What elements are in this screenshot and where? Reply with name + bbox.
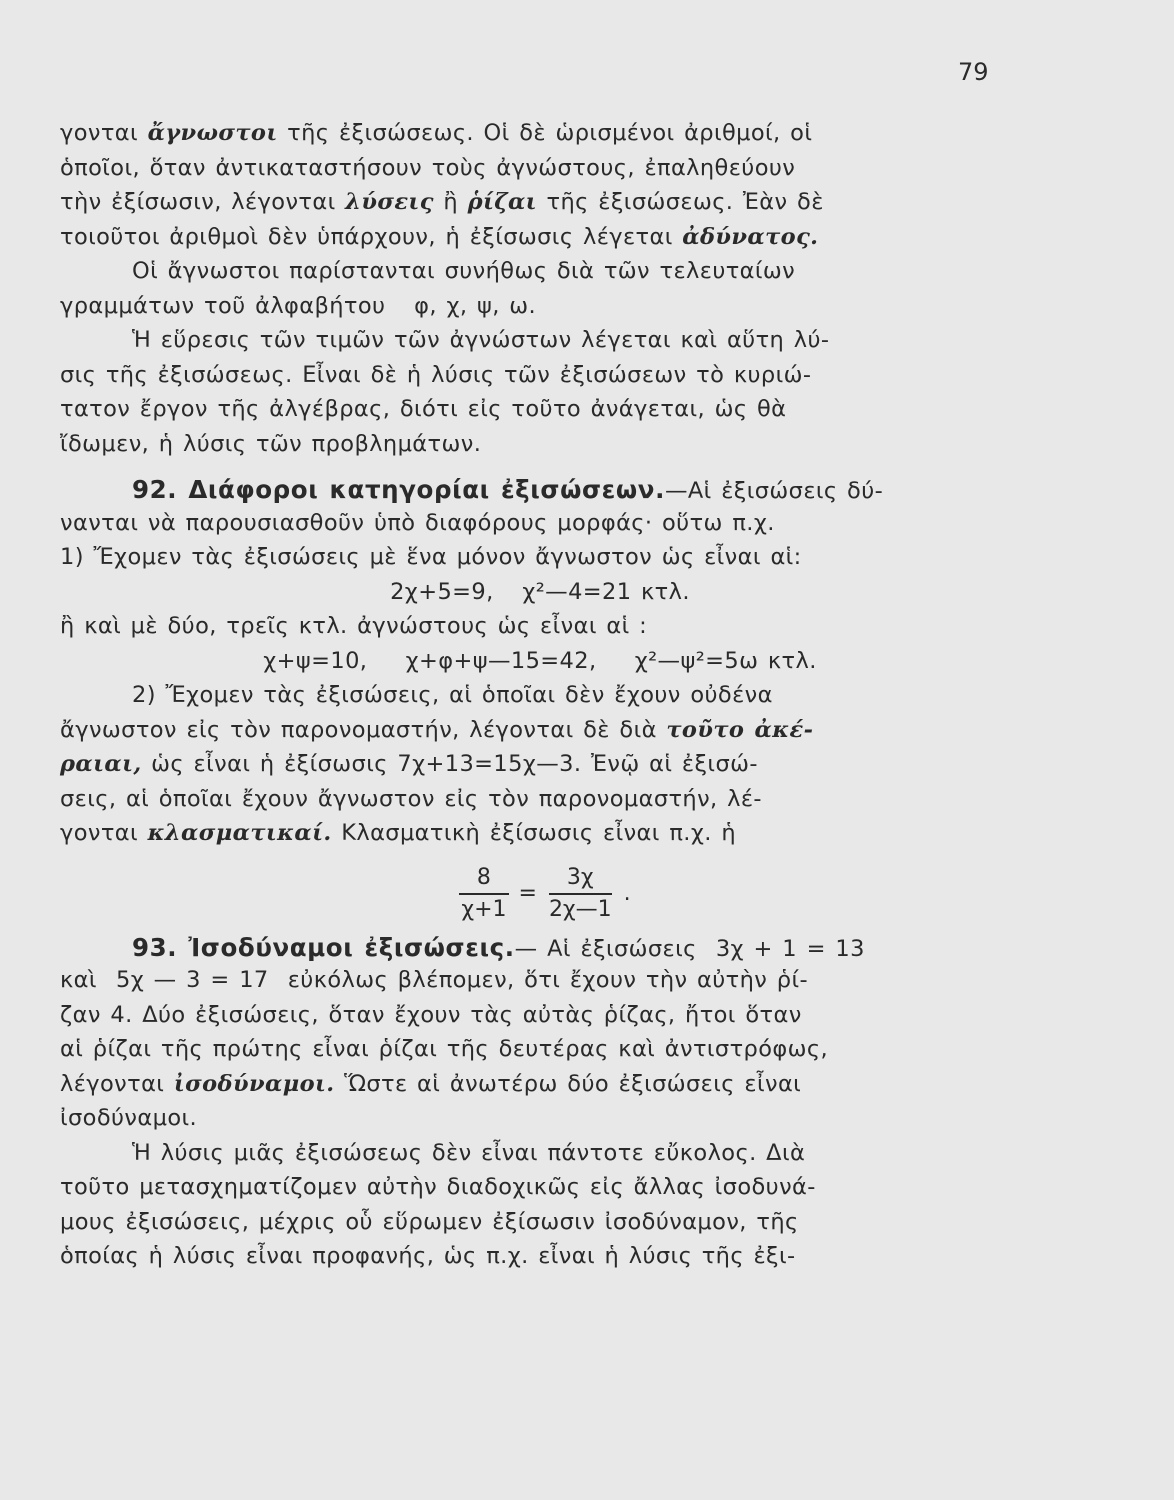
text-line: γονται ἄγνωστοι τῆς ἐξισώσεως. Οἱ δὲ ὡρισμένοι ἀριθμοί, οἱ — [60, 120, 813, 146]
text-line: ἰσοδύναμοι. — [60, 1105, 198, 1131]
text-line: ἄγνωστον εἰς τὸν παρονομαστήν, λέγονται δὲ διὰ τοῦτο ἀκέ- — [60, 716, 814, 743]
section-92-heading-line: 92. Διάφοροι κατηγορίαι ἐξισώσεων.—Αἱ ἐξισώσεις δύ- — [132, 475, 884, 504]
text-line: ραιαι, ὡς εἶναι ἡ ἐξίσωσις 7χ+13=15χ—3. Ἐνῷ αἱ ἐξισώ- — [60, 751, 758, 777]
text-line: λέγονται ἰσοδύναμοι. Ὥστε αἱ ἀνωτέρω δύο ἐξισώσεις εἶναι — [60, 1070, 802, 1097]
text-line: ἢ καὶ μὲ δύο, τρεῖς κτλ. ἀγνώστους ὡς εἶναι αἱ : — [60, 613, 648, 639]
fraction-left: $\frac{8}{\chi+1}$ — [455, 863, 512, 925]
term-klasmatikai: κλασματικαί. — [147, 820, 332, 846]
text-line: Ἡ εὕρεσις τῶν τιμῶν τῶν ἀγνώστων λέγεται καὶ αὕτη λύ- — [132, 327, 830, 353]
text-line: Οἱ ἄγνωστοι παρίστανται συνήθως διὰ τῶν τελευταίων — [132, 258, 796, 284]
text-line: μους ἐξισώσεις, μέχρις οὗ εὕρωμεν ἐξίσωσιν ἰσοδύναμον, τῆς — [60, 1208, 799, 1235]
section-heading: 92. Διάφοροι κατηγορίαι ἐξισώσεων. — [132, 475, 665, 504]
text-line: σεις, αἱ ὁποῖαι ἔχουν ἄγνωστον εἰς τὸν παρονομαστήν, λέ- — [60, 785, 762, 812]
text-line: γονται κλασματικαί. Κλασματικὴ ἐξίσωσις εἶναι π.χ. ἡ — [60, 820, 737, 846]
term-isodynamoi: ἰσοδύναμοι. — [173, 1070, 335, 1097]
text-line: 2) Ἔχομεν τὰς ἐξισώσεις, αἱ ὁποῖαι δὲν ἔχουν οὐδένα — [132, 682, 773, 708]
text-line: ὁποῖοι, ὅταν ἀντικαταστήσουν τοὺς ἀγνώστους, ἐπαληθεύουν — [60, 154, 796, 181]
term-adynatos: ἀδύνατος. — [682, 223, 819, 250]
term-agnostoi: ἄγνωστοι — [147, 120, 278, 146]
section-93-heading-line: 93. Ἰσοδύναμοι ἐξισώσεις.— Αἱ ἐξισώσεις 3χ + 1 = 13 — [132, 932, 865, 962]
text-line: τοῦτο μετασχηματίζομεν αὐτὴν διαδοχικῶς εἰς ἄλλας ἰσοδυνά- — [60, 1174, 816, 1200]
fraction-equation: $\frac{8}{\chi+1}$ = $\frac{3\chi}{2\chi—1}$ . — [60, 855, 1020, 933]
section-heading: 93. Ἰσοδύναμοι ἐξισώσεις. — [132, 932, 515, 962]
page-content — [60, 120, 1020, 1278]
fraction-right: $\frac{3\chi}{2\chi—1}$ — [548, 864, 612, 922]
page-number: 79 — [958, 58, 989, 86]
text-line: ἴδωμεν, ἡ λύσις τῶν προβλημάτων. — [60, 430, 482, 457]
text-line: τοιοῦτοι ἀριθμοὶ δὲν ὑπάρχουν, ἡ ἐξίσωσις λέγεται ἀδύνατος. — [60, 223, 819, 250]
text-line: 1) Ἔχομεν τὰς ἐξισώσεις μὲ ἕνα μόνον ἄγνωστον ὡς εἶναι αἱ: — [60, 544, 802, 570]
term-akeraiai: τοῦτο ἀκέ- — [666, 716, 814, 743]
text-line: τατον ἔργον τῆς ἀλγέβρας, διότι εἰς τοῦτο ἀνάγεται, ὡς θὰ — [60, 396, 787, 422]
text-line: Ἡ λύσις μιᾶς ἐξισώσεως δὲν εἶναι πάντοτε εὔκολος. Διὰ — [132, 1139, 806, 1166]
text-line: γραμμάτων τοῦ ἀλφαβήτου φ, χ, ψ, ω. — [60, 292, 537, 319]
term-lyseis: λύσεις — [345, 189, 434, 215]
text-line: ὁποίας ἡ λύσις εἶναι προφανής, ὡς π.χ. εἶναι ἡ λύσις τῆς ἐξι- — [60, 1243, 796, 1269]
equation-line: χ+ψ=10, χ+φ+ψ—15=42, χ²—ψ²=5ω κτλ. — [263, 647, 817, 674]
equation-line: 2χ+5=9, χ²—4=21 κτλ. — [390, 578, 690, 605]
text-line: ζαν 4. Δύο ἐξισώσεις, ὅταν ἔχουν τὰς αὐτὰς ῥίζας, ἤτοι ὅταν — [60, 1001, 802, 1028]
text-line: τὴν ἐξίσωσιν, λέγονται λύσεις ἢ ῥίζαι τῆς ἐξισώσεως. Ἐὰν δὲ — [60, 189, 824, 215]
text-line: αἱ ῥίζαι τῆς πρώτης εἶναι ῥίζαι τῆς δευτέρας καὶ ἀντιστρόφως, — [60, 1036, 829, 1062]
text-line: καὶ 5χ — 3 = 17 εὐκόλως βλέπομεν, ὅτι ἔχουν τὴν αὐτὴν ῥί- — [60, 967, 809, 993]
text-line: νανται νὰ παρουσιασθοῦν ὑπὸ διαφόρους μορφάς· οὕτω π.χ. — [60, 509, 775, 536]
text-line: σις τῆς ἐξισώσεως. Εἶναι δὲ ἡ λύσις τῶν ἐξισώσεων τὸ κυριώ- — [60, 361, 812, 388]
term-rizai: ῥίζαι — [467, 189, 537, 215]
